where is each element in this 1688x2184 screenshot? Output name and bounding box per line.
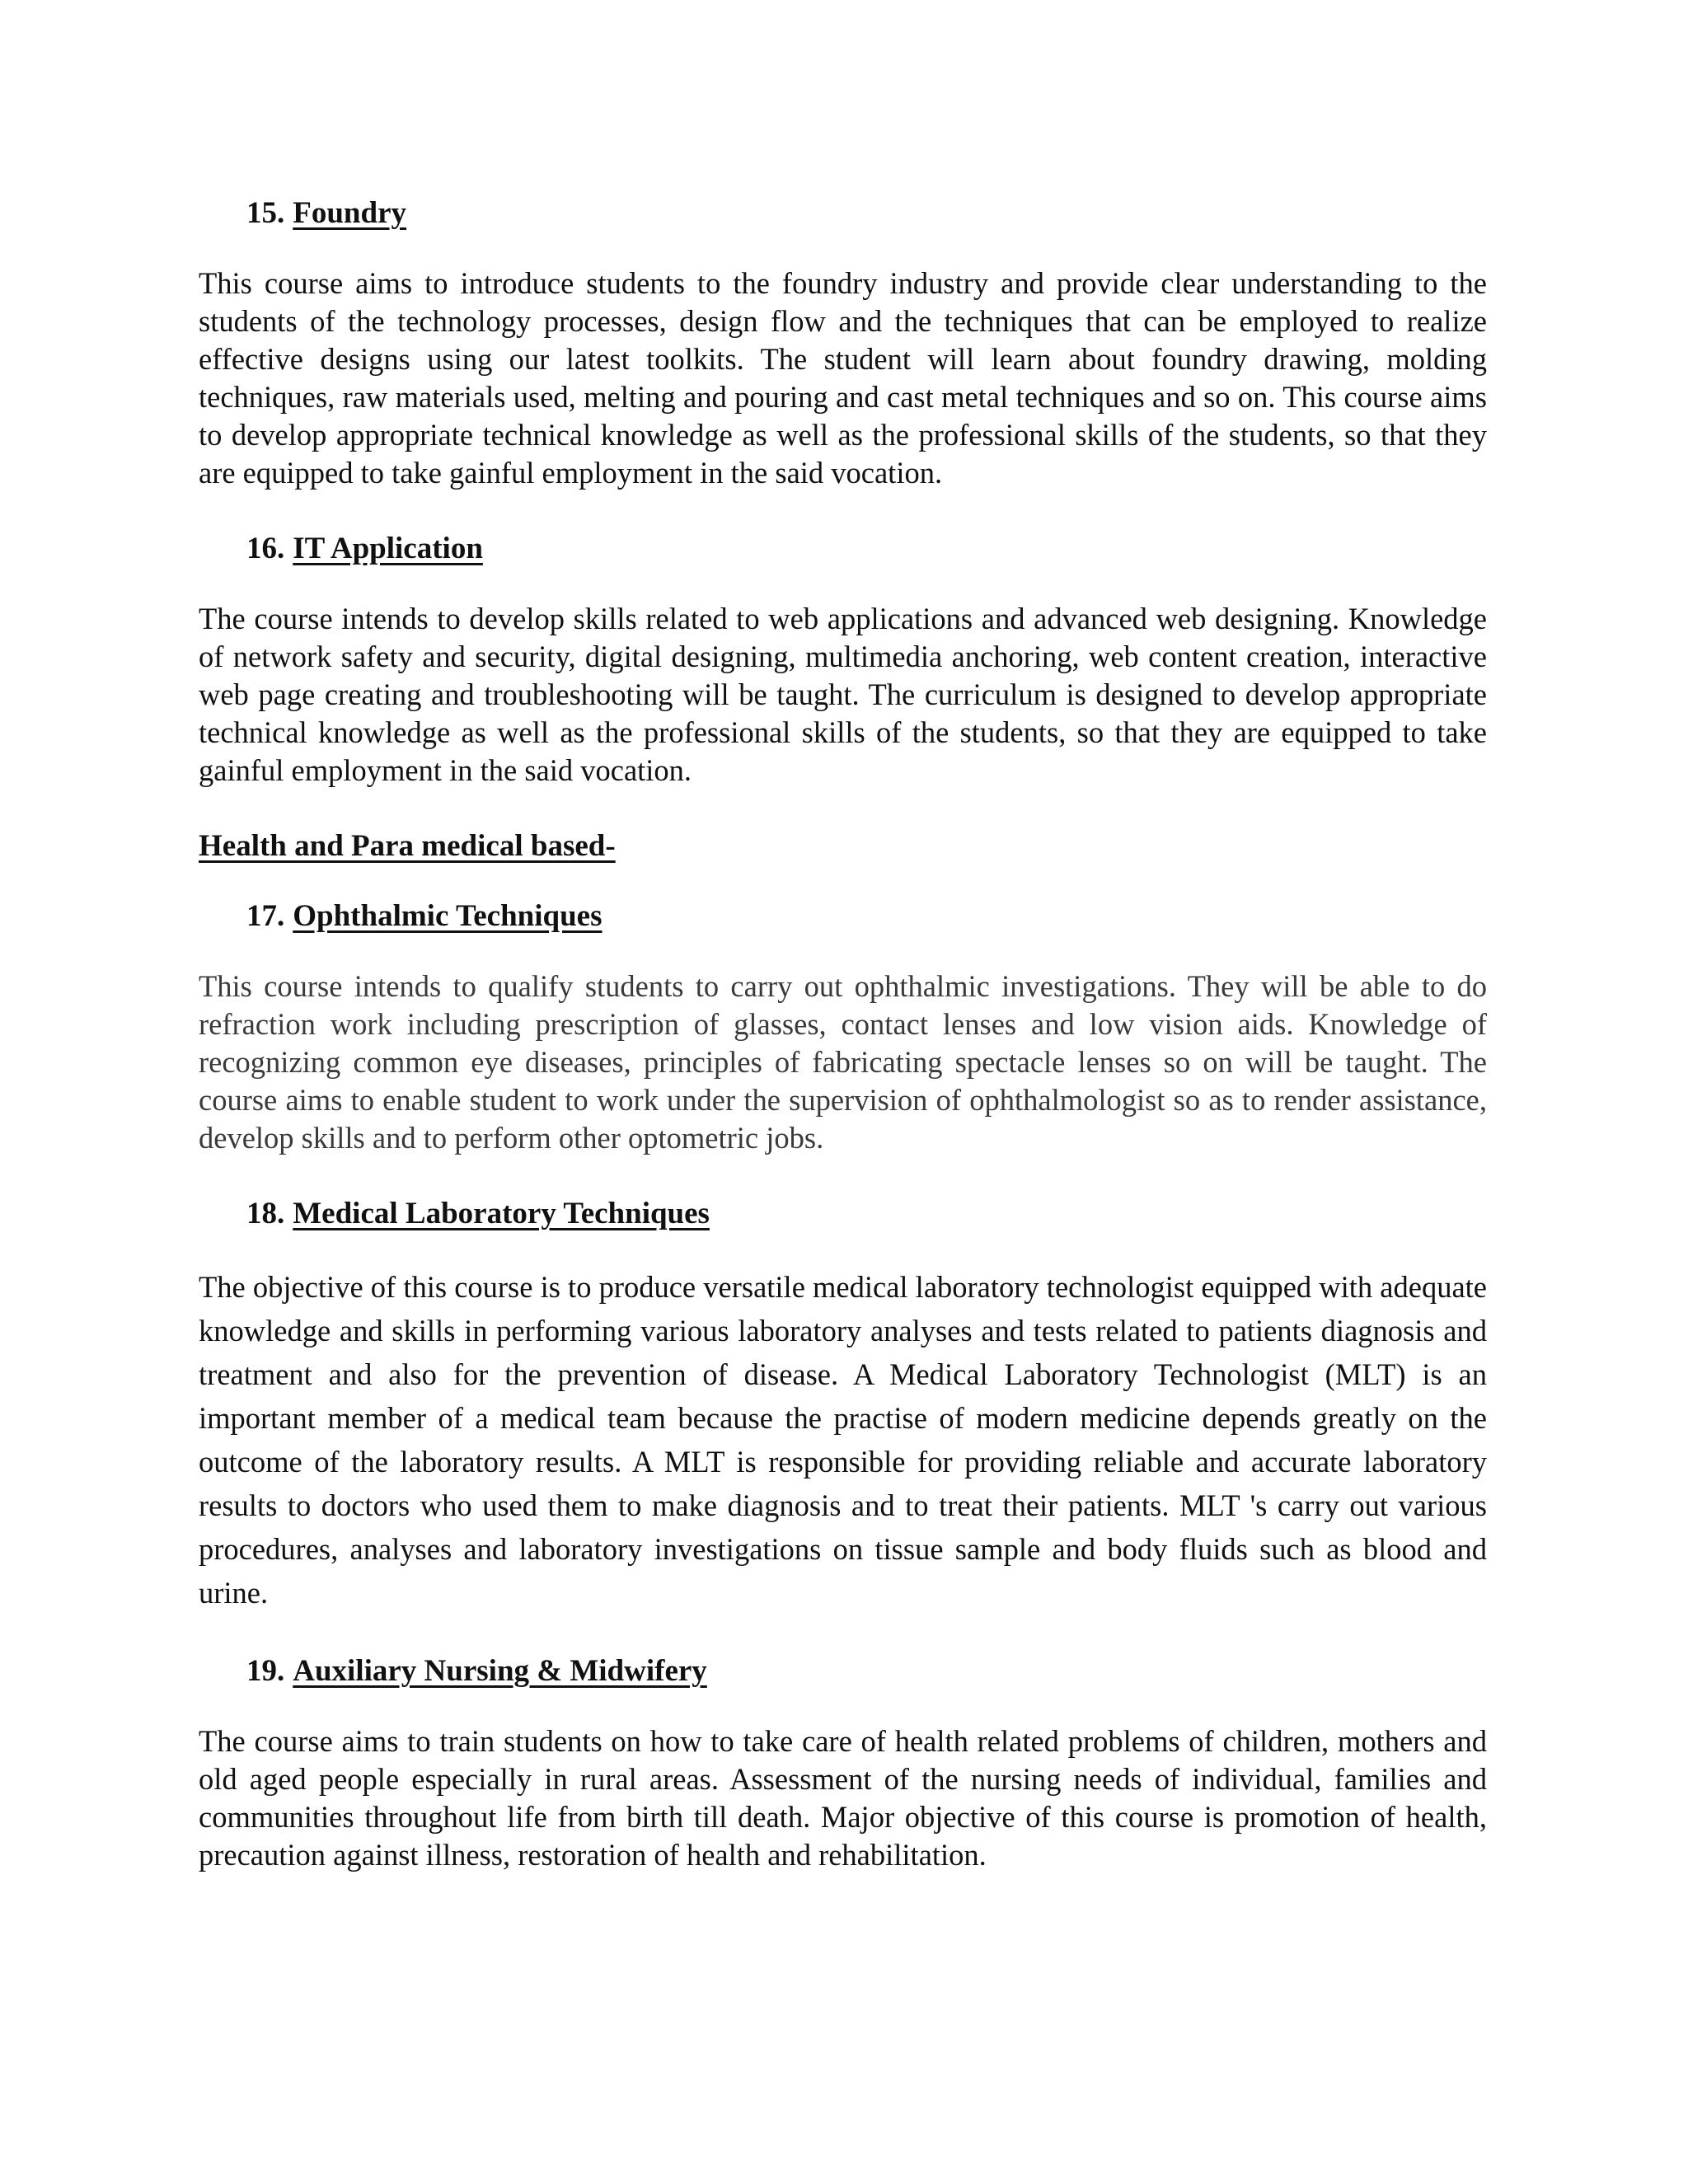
group-heading: Health and Para medical based- — [199, 829, 616, 863]
section-title: Foundry — [293, 196, 407, 230]
section-number: 17. — [246, 899, 285, 933]
section-heading-ophthalmic-techniques — [246, 898, 1487, 935]
section-heading-foundry — [246, 194, 1487, 232]
section-number: 15. — [246, 196, 285, 230]
section-number: 19. — [246, 1654, 285, 1688]
section-heading-auxiliary-nursing-midwifery — [246, 1652, 1487, 1690]
section-heading-medical-laboratory-techniques — [246, 1195, 1487, 1233]
section-number: 18. — [246, 1197, 285, 1230]
section-body-it-application: The course intends to develop skills related to web applications and advanced web designing. Knowledge of network safety and security, digital designing, multimedia anchoring, web content creation, interactive web page creating and troubleshooting will be taught. The curriculum is designed to develop appropriate technical knowledge as well as the professional skills of the students, so that they are equipped to take gainful employment in the said vocation. — [199, 602, 1487, 787]
section-heading-it-application — [246, 530, 1487, 568]
document-page — [199, 194, 1487, 1874]
section-number: 16. — [246, 532, 285, 565]
section-body-auxiliary-nursing-midwifery: The course aims to train students on how to take care of health related problems of children, mothers and old aged people especially in rural areas. Assessment of the nursing needs of individual, families and communities throughout life from birth till death. Major objective of this course is promotion of health, precaution against illness, restoration of health and rehabilitation. — [199, 1724, 1487, 1872]
section-body-foundry: This course aims to introduce students to the foundry industry and provide clear understanding to the students of the technology processes, design flow and the techniques that can be employed to realize effective designs using our latest toolkits. The student will learn about foundry drawing, molding techniques, raw materials used, melting and pouring and cast metal techniques and so on. This course aims to develop appropriate technical knowledge as well as the professional skills of the students, so that they are equipped to take gainful employment in the said vocation. — [199, 266, 1487, 490]
section-title: Ophthalmic Techniques — [293, 899, 603, 933]
section-title: Medical Laboratory Techniques — [293, 1197, 710, 1230]
section-body-ophthalmic-techniques: This course intends to qualify students to carry out ophthalmic investigations. They will be able to do refraction work including prescription of glasses, contact lenses and low vision aids. Knowledge of recognizing common eye diseases, principles of fabricating spectacle lenses so on will be taught. The course aims to enable student to work under the supervision of ophthalmologist so as to render assistance, develop skills and to perform other optometric jobs. — [199, 969, 1487, 1155]
section-title: IT Application — [293, 532, 483, 565]
section-title: Auxiliary Nursing & Midwifery — [293, 1654, 707, 1688]
section-body-medical-laboratory-techniques: The objective of this course is to produce versatile medical laboratory technologist equipped with adequate knowledge and skills in performing various laboratory analyses and tests related to patients diagnosis and treatment and also for the prevention of disease. A Medical Laboratory Technologist (MLT) is an important member of a medical team because the practise of modern medicine depends greatly on the outcome of the laboratory results. A MLT is responsible for providing reliable and accurate laboratory results to doctors who used them to make diagnosis and to treat their patients. MLT 's carry out various procedures, analyses and laboratory investigations on tissue sample and body fluids such as blood and urine. — [199, 1270, 1487, 1610]
